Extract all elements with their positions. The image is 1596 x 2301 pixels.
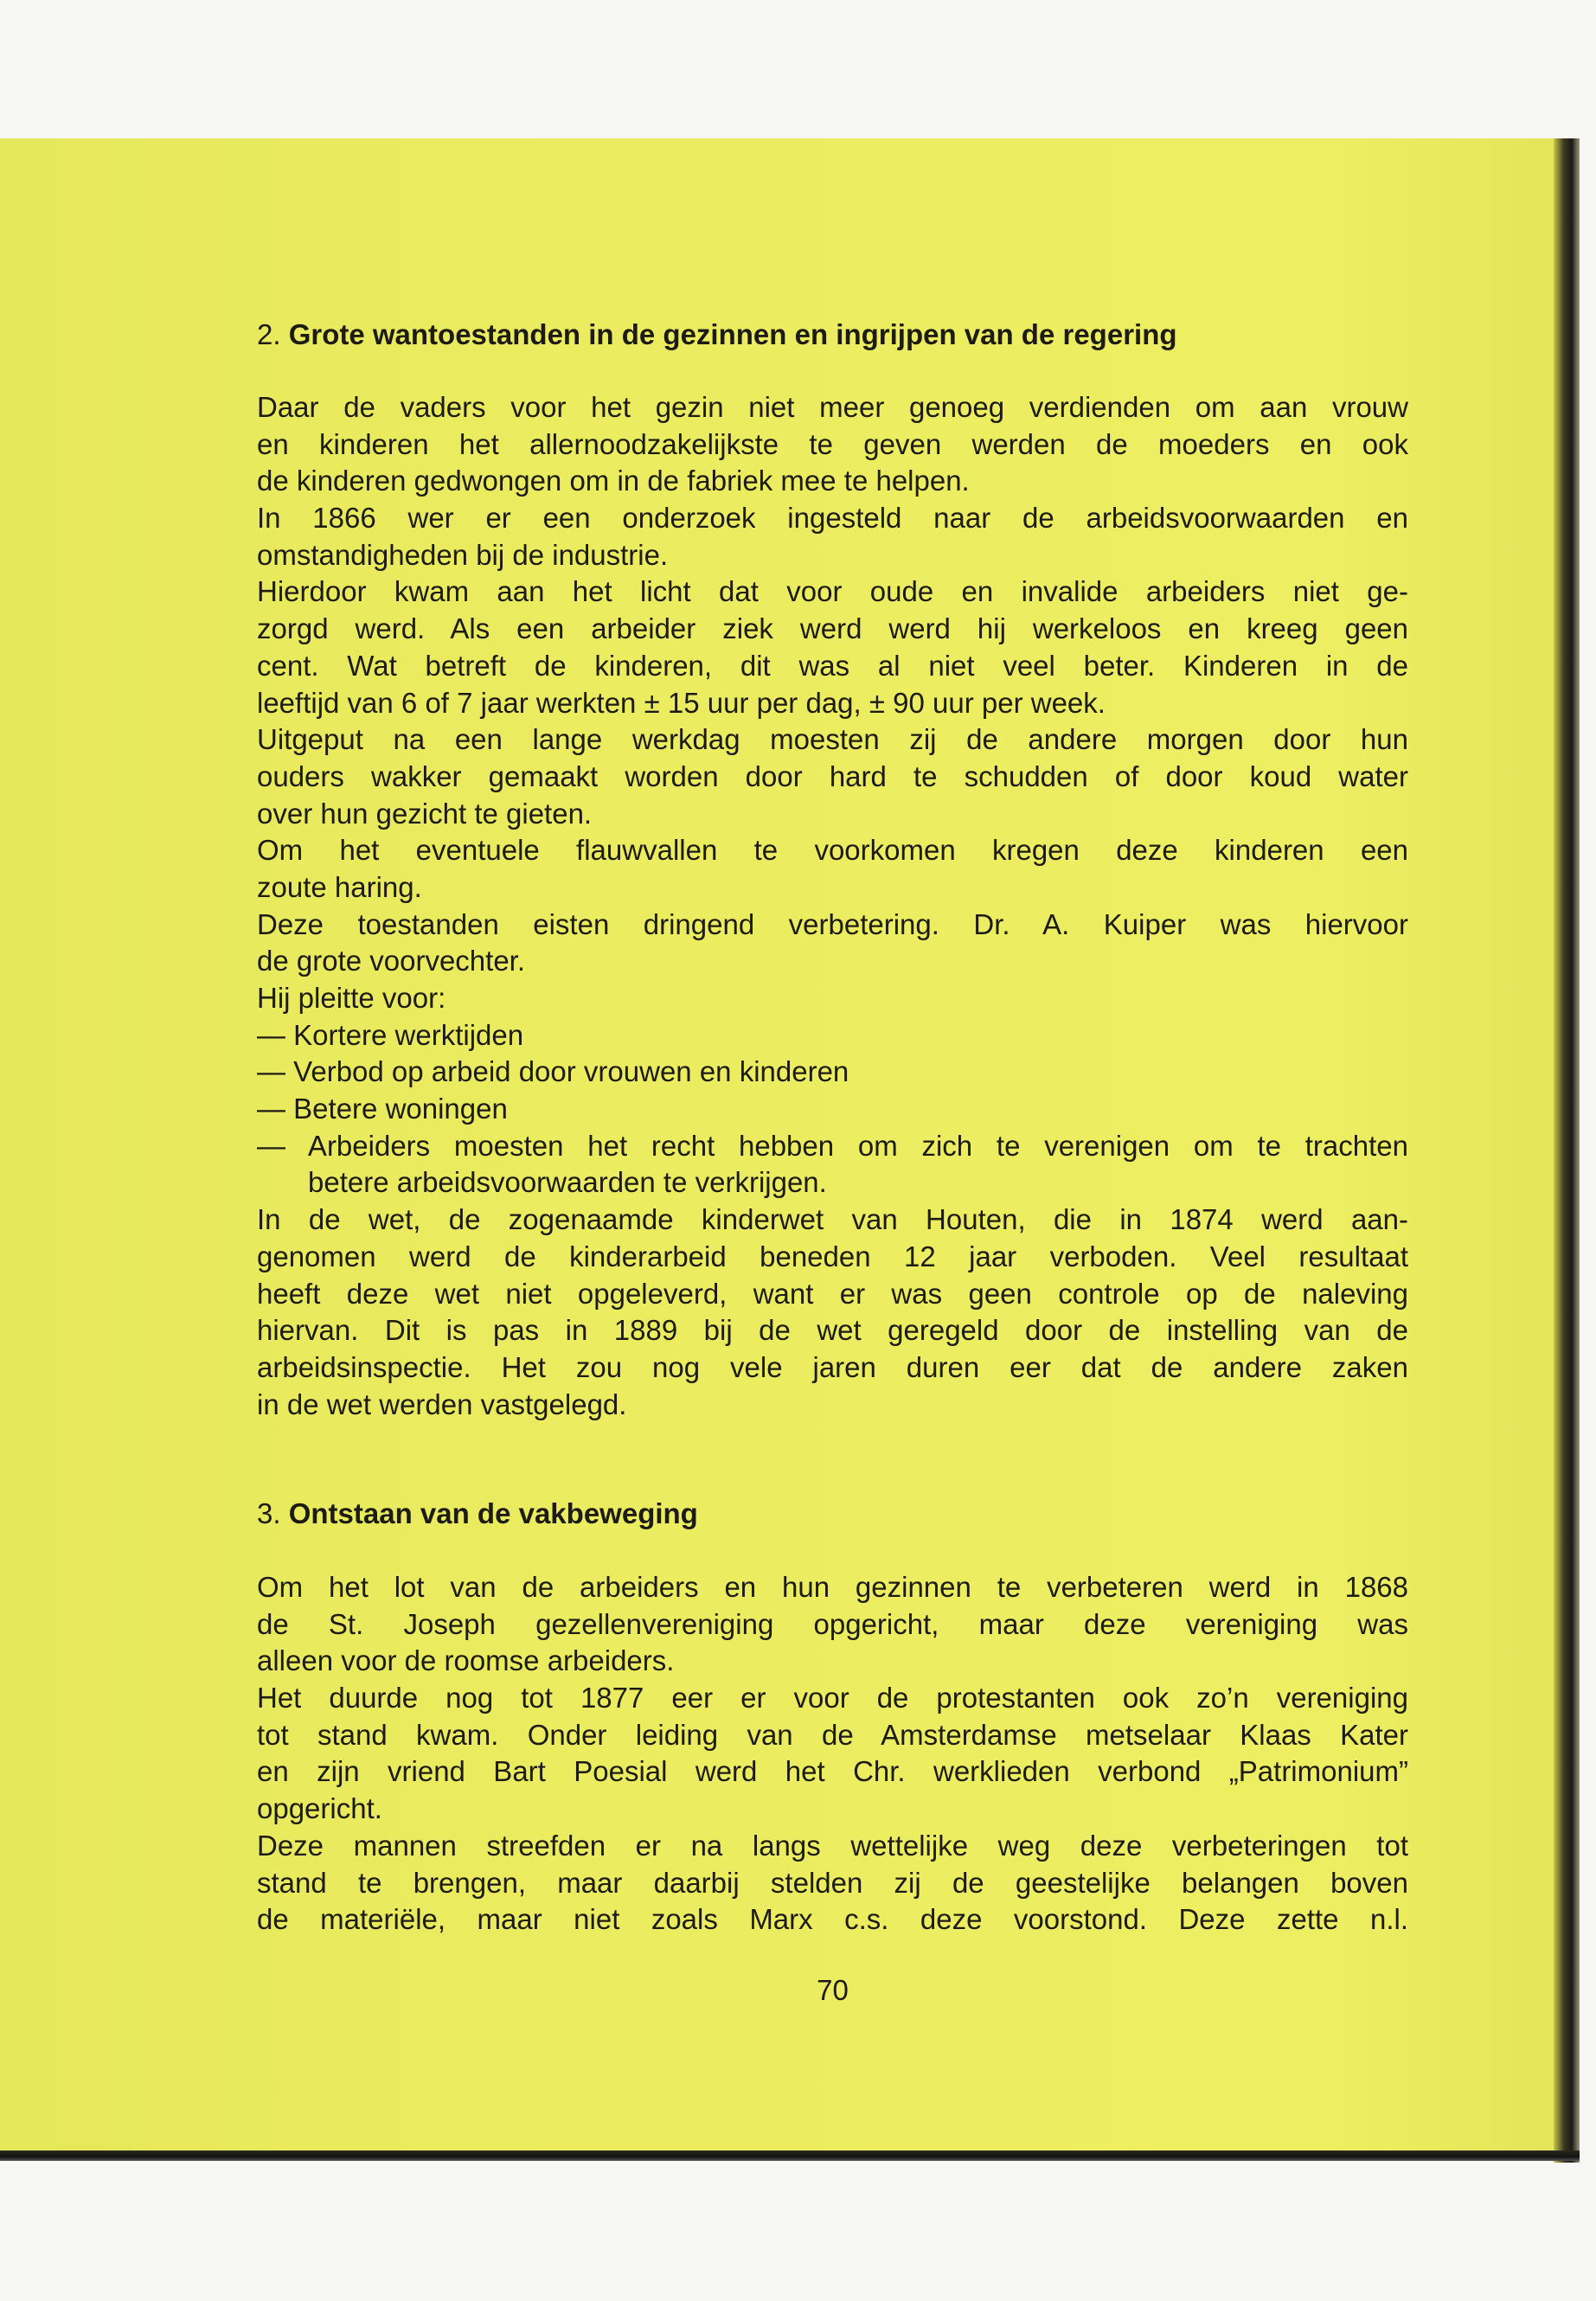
section-title: Grote wantoestanden in de gezinnen en ingrijpen van de regering	[288, 318, 1177, 350]
list-item-continuation: betere arbeidsvoorwaarden te verkrijgen.	[308, 1166, 827, 1199]
text-line: hiervan. Dit is pas in 1889 bij de wet geregeld door de instelling van de	[257, 1314, 1408, 1347]
text-line: over hun gezicht te gieten.	[257, 797, 593, 830]
text-line: zoute haring.	[257, 870, 422, 903]
text-line: Om het lot van de arbeiders en hun gezinnen te verbeteren werd in 1868	[257, 1571, 1408, 1603]
text-line: de grote voorvechter.	[257, 945, 526, 977]
page-number: 70	[817, 1974, 849, 2006]
section-title: Ontstaan van de vakbeweging	[288, 1497, 698, 1529]
text-line: Hij pleitte voor:	[257, 982, 446, 1014]
text-line: Deze toestanden eisten dringend verbetering. Dr. A. Kuiper was hiervoor	[257, 907, 1408, 940]
text-line: in de wet werden vastgelegd.	[257, 1388, 627, 1420]
section-2-heading	[257, 317, 1408, 354]
list-item: — Kortere werktijden	[257, 1018, 524, 1051]
text-line: Daar de vaders voor het gezin niet meer genoeg verdienden om aan vrouw	[257, 391, 1408, 423]
text-line: Hierdoor kwam aan het licht dat voor oude en invalide arbeiders niet ge-	[257, 575, 1408, 608]
text-line: en kinderen het allernoodzakelijkste te geven werden de moeders en ook	[257, 427, 1408, 460]
section-3-heading	[257, 1496, 1408, 1533]
text-line: In de wet, de zogenaamde kinderwet van Houten, die in 1874 werd aan-	[257, 1203, 1408, 1236]
text-line: leeftijd van 6 of 7 jaar werkten ± 15 uur per dag, ± 90 uur per week.	[257, 686, 1106, 719]
text-line: opgericht.	[257, 1792, 382, 1825]
list-item: — Verbod op arbeid door vrouwen en kinderen	[257, 1055, 849, 1088]
text-line: Het duurde nog tot 1877 eer er voor de protestanten ook zo’n vereniging	[257, 1682, 1408, 1715]
text-line: de materiële, maar niet zoals Marx c.s. deze voorstond. Deze zette n.l.	[257, 1903, 1408, 1936]
text-line: zorgd werd. Als een arbeider ziek werd werd hij werkeloos en kreeg geen	[257, 612, 1408, 645]
text-line: arbeidsinspectie. Het zou nog vele jaren duren eer dat de andere zaken	[257, 1350, 1408, 1383]
text-line: de St. Joseph gezellenvereniging opgericht, maar deze vereniging was	[257, 1607, 1408, 1640]
text-line: Uitgeput na een lange werkdag moesten zij de andere morgen door hun	[257, 723, 1408, 756]
text-line: en zijn vriend Bart Poesial werd het Chr. werklieden verbond „Patrimonium”	[257, 1755, 1408, 1788]
text-line: genomen werd de kinderarbeid beneden 12 jaar verboden. Veel resultaat	[257, 1240, 1408, 1272]
text-line: Om het eventuele flauwvallen te voorkomen kregen deze kinderen een	[257, 834, 1408, 867]
page-bottom-edge	[0, 2150, 1580, 2161]
book-spine	[1554, 138, 1580, 2163]
section-2-body	[257, 389, 1408, 1423]
list-item: — Betere woningen	[257, 1093, 508, 1125]
list-item: — Arbeiders moesten het recht hebben om zich te verenigen om te trachten	[257, 1129, 1408, 1162]
text-line: Deze mannen streefden er na langs wettelijke weg deze verbeteringen tot	[257, 1829, 1408, 1862]
section-number: 3.	[257, 1497, 281, 1529]
text-line: In 1866 wer er een onderzoek ingesteld naar de arbeidsvoorwaarden en	[257, 502, 1408, 535]
text-line: omstandigheden bij de industrie.	[257, 538, 669, 571]
text-line: heeft deze wet niet opgeleverd, want er was geen controle op de naleving	[257, 1277, 1408, 1310]
text-line: tot stand kwam. Onder leiding van de Amsterdamse metselaar Klaas Kater	[257, 1718, 1408, 1751]
text-line: alleen voor de roomse arbeiders.	[257, 1644, 675, 1677]
text-line: cent. Wat betreft de kinderen, dit was al niet veel beter. Kinderen in de	[257, 649, 1408, 682]
text-line: ouders wakker gemaakt worden door hard te schudden of door koud water	[257, 760, 1408, 792]
section-number: 2.	[257, 318, 281, 350]
section-3-body	[257, 1569, 1408, 1939]
text-line: de kinderen gedwongen om in de fabriek mee te helpen.	[257, 465, 970, 497]
text-line: stand te brengen, maar daarbij stelden zij de geestelijke belangen boven	[257, 1866, 1408, 1899]
